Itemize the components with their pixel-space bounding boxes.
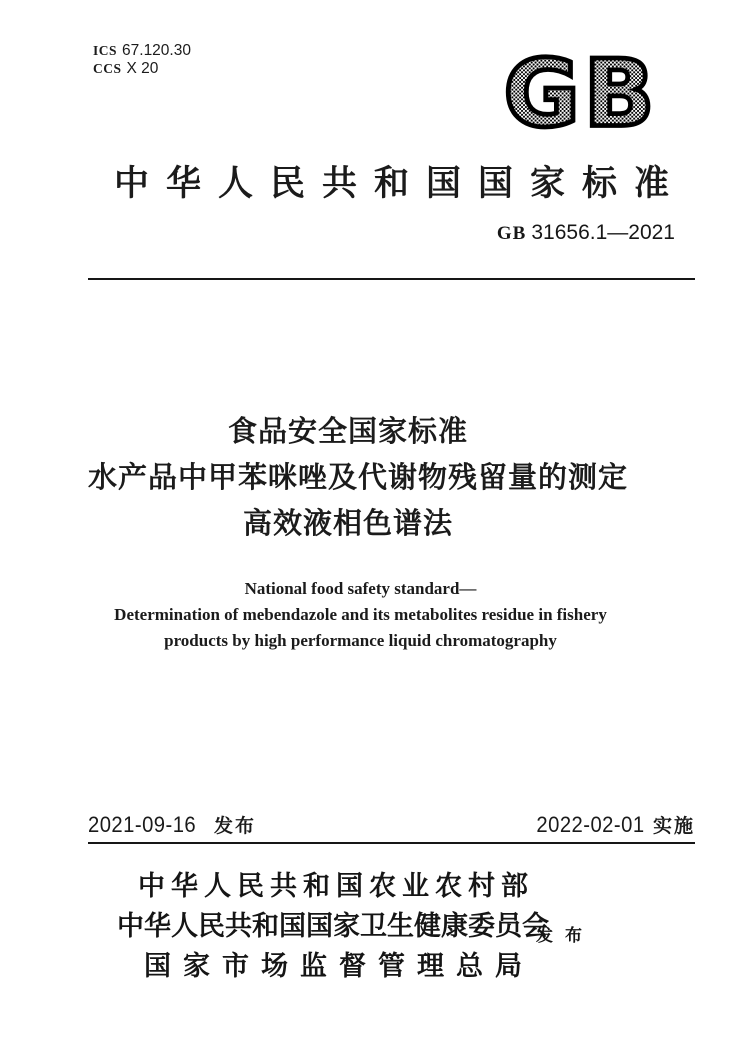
standard-name-heading: 中华人民共和国国家标准	[113, 164, 686, 203]
implement-date-group	[527, 811, 695, 838]
gb-logo-text: GB	[503, 48, 659, 140]
implement-label: 实施	[652, 816, 695, 837]
standard-code-number: 31656.1—2021	[531, 221, 675, 244]
top-divider	[88, 278, 695, 280]
publish-label: 发布	[536, 926, 594, 945]
classification-codes	[93, 42, 191, 78]
ccs-label: CCS	[93, 61, 122, 76]
english-title-line1: National food safety standard—	[244, 579, 477, 598]
chinese-title-line1: 食品安全国家标准	[227, 416, 468, 448]
standard-code-prefix: GB	[496, 223, 527, 244]
chinese-title-line3: 高效液相色谱法	[242, 508, 453, 540]
issuer-market-regulation: 国家市场监督管理总局	[144, 951, 534, 981]
issuing-agencies	[88, 866, 594, 986]
ics-value: 67.120.30	[122, 42, 191, 59]
english-title	[88, 576, 633, 654]
english-title-line3: products by high performance liquid chromatography	[164, 631, 557, 650]
issuer-agriculture-ministry: 中华人民共和国农业农村部	[138, 871, 534, 901]
issue-date: 2021-09-16	[88, 812, 197, 837]
gb-logo-icon	[494, 48, 668, 140]
ics-code	[93, 42, 191, 60]
bottom-divider	[88, 842, 695, 844]
chinese-title	[88, 409, 629, 547]
english-title-line2: Determination of mebendazole and its metabolites residue in fishery	[114, 605, 607, 624]
chinese-title-line2: 水产品中甲苯咪唑及代谢物残留量的测定	[88, 462, 629, 494]
ics-label: ICS	[93, 43, 118, 58]
ccs-value: X 20	[126, 60, 159, 77]
dates-row	[88, 811, 695, 838]
issuer-health-commission: 中华人民共和国国家卫生健康委员会	[117, 911, 549, 941]
ccs-code	[93, 60, 191, 78]
standard-code	[497, 221, 675, 245]
issue-date-group	[88, 811, 256, 838]
implement-date: 2022-02-01	[536, 812, 645, 837]
issue-label: 发布	[214, 816, 257, 837]
